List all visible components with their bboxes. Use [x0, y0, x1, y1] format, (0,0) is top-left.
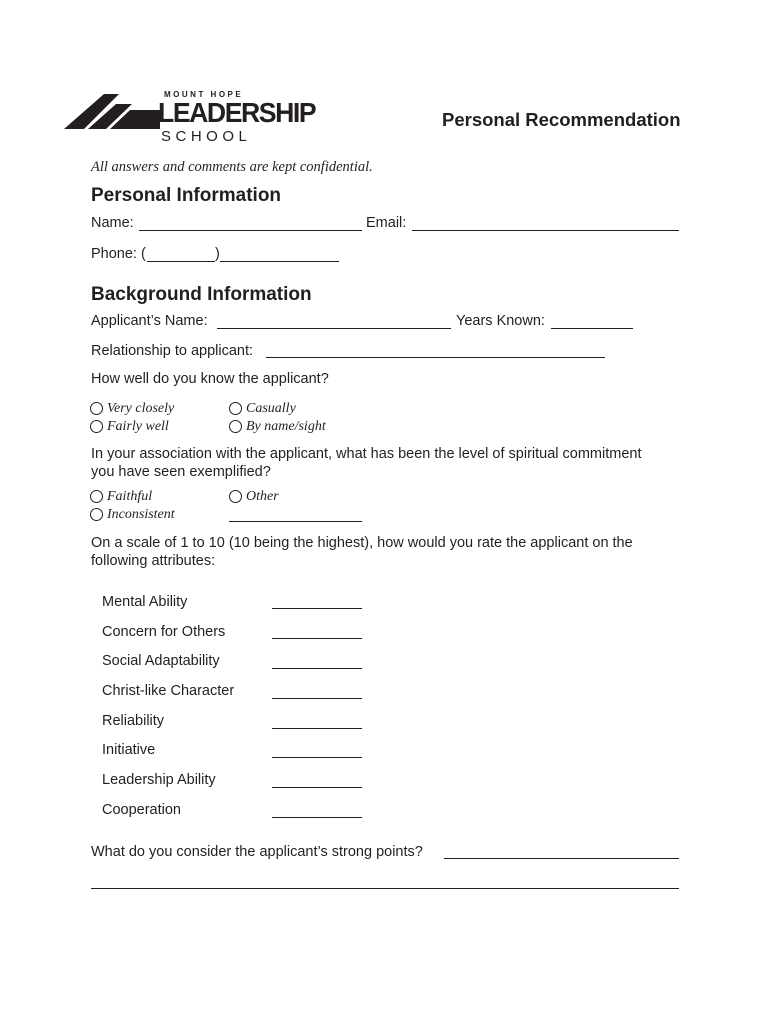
radio-other[interactable] — [229, 490, 242, 503]
radio-by-name-sight[interactable] — [229, 420, 242, 433]
attribute-label: Initiative — [102, 742, 156, 758]
attribute-label: Christ-like Character — [102, 683, 235, 699]
applicant-name-label: Applicant’s Name: — [91, 313, 208, 329]
attribute-label: Cooperation — [102, 802, 181, 818]
relationship-label: Relationship to applicant: — [91, 343, 254, 359]
option-casually: Casually — [246, 401, 296, 416]
spiritual-question-line1: In your association with the applicant, what has been the level of spiritual commitment — [91, 446, 642, 462]
document-title: Personal Recommendation — [442, 109, 681, 130]
radio-faithful[interactable] — [90, 490, 103, 503]
option-fairly-well: Fairly well — [107, 419, 169, 434]
background-info-heading: Background Information — [91, 284, 312, 305]
personal-info-heading: Personal Information — [91, 185, 282, 206]
relationship-field[interactable] — [266, 357, 605, 358]
email-field[interactable] — [412, 230, 679, 231]
radio-very-closely[interactable] — [90, 402, 103, 415]
scale-question-line2: following attributes: — [91, 553, 216, 569]
attribute-label: Leadership Ability — [102, 772, 216, 788]
phone-area-code-field[interactable] — [147, 261, 215, 262]
option-other: Other — [246, 489, 279, 504]
attribute-label: Reliability — [102, 713, 165, 729]
applicant-name-field[interactable] — [217, 328, 451, 329]
mountain-logo-icon — [64, 93, 164, 133]
option-inconsistent: Inconsistent — [107, 507, 175, 522]
radio-casually[interactable] — [229, 402, 242, 415]
name-label: Name: — [91, 215, 134, 231]
attribute-rating-field[interactable] — [272, 817, 362, 818]
school-logo — [64, 90, 324, 150]
attribute-label: Concern for Others — [102, 624, 226, 640]
phone-number-field[interactable] — [220, 261, 339, 262]
attribute-rating-field[interactable] — [272, 608, 362, 609]
option-faithful: Faithful — [107, 489, 153, 504]
logo-top-text: MOUNT HOPE — [164, 90, 244, 99]
strong-points-field[interactable] — [444, 858, 679, 859]
logo-bottom-text: SCHOOL — [161, 128, 252, 145]
years-known-field[interactable] — [551, 328, 633, 329]
attribute-rating-field[interactable] — [272, 787, 362, 788]
name-field[interactable] — [139, 230, 362, 231]
attribute-rating-field[interactable] — [272, 698, 362, 699]
radio-fairly-well[interactable] — [90, 420, 103, 433]
know-question: How well do you know the applicant? — [91, 371, 329, 387]
attribute-rating-field[interactable] — [272, 728, 362, 729]
logo-main-text: LEADERSHIP — [158, 97, 316, 128]
phone-close-paren: ) — [215, 246, 220, 262]
strong-points-field-line2[interactable] — [91, 888, 679, 889]
scale-question-line1: On a scale of 1 to 10 (10 being the highest), how would you rate the applicant on the — [91, 535, 633, 551]
email-label: Email: — [366, 215, 407, 231]
confidential-note: All answers and comments are kept confidential. — [91, 159, 373, 175]
attribute-rating-field[interactable] — [272, 638, 362, 639]
years-known-label: Years Known: — [456, 313, 545, 329]
radio-inconsistent[interactable] — [90, 508, 103, 521]
attribute-label: Mental Ability — [102, 594, 188, 610]
attribute-rating-field[interactable] — [272, 668, 362, 669]
attribute-label: Social Adaptability — [102, 653, 220, 669]
option-very-closely: Very closely — [107, 401, 175, 416]
other-specify-field[interactable] — [229, 521, 362, 522]
attribute-rating-field[interactable] — [272, 757, 362, 758]
option-by-name-sight: By name/sight — [246, 419, 326, 434]
spiritual-question-line2: you have seen exemplified? — [91, 464, 271, 480]
strong-points-label: What do you consider the applicant’s strong points? — [91, 844, 423, 860]
phone-label: Phone: ( — [91, 246, 146, 262]
